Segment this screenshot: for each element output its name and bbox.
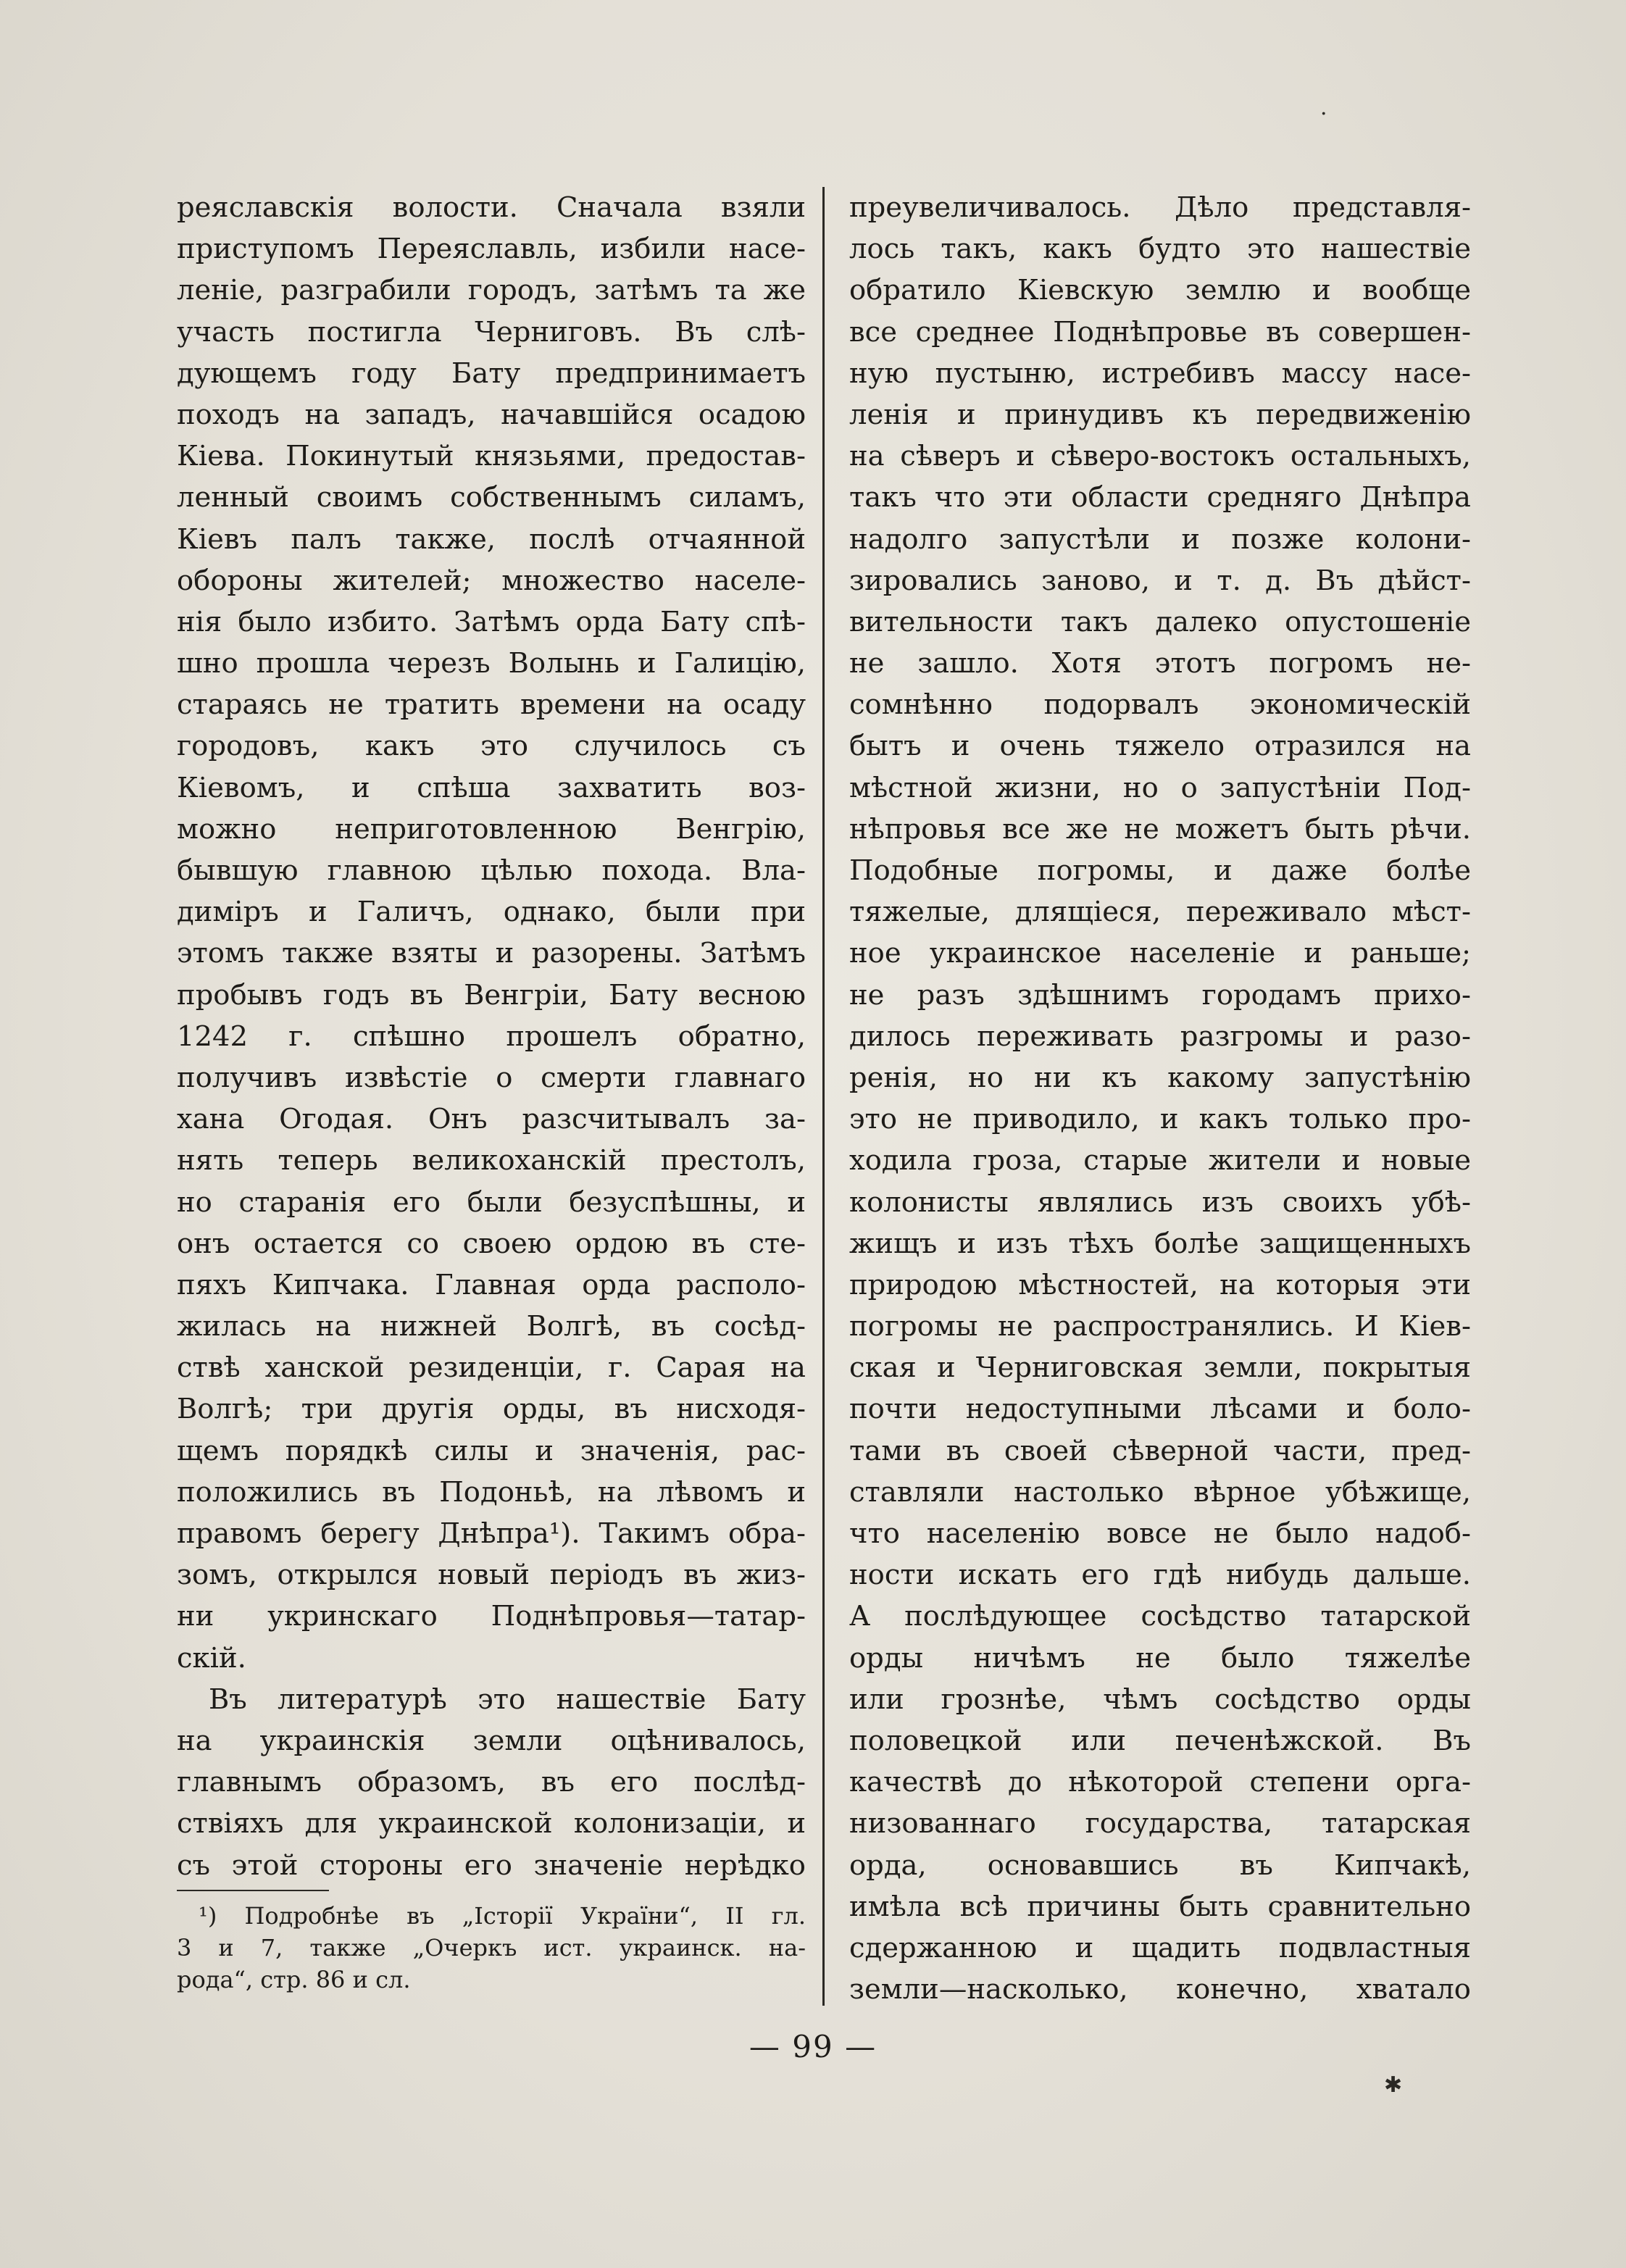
text-line: Кіева. Покинутый князьями, предостав- (177, 440, 806, 473)
text-line: онъ остается со своею ордою въ сте- (177, 1227, 806, 1260)
text-line: бытъ и очень тяжело отразился на (849, 730, 1471, 763)
text-line: нѣпровья все же не можетъ быть рѣчи. (849, 812, 1471, 846)
text-line: щемъ порядкѣ силы и значенія, рас- (177, 1434, 806, 1467)
text-line: зировались заново, и т. д. Въ дѣйст- (849, 564, 1471, 597)
text-line: жилась на нижней Волгѣ, въ сосѣд- (177, 1310, 806, 1343)
footnote-line: рода“, стр. 86 и сл. (177, 1966, 411, 1993)
text-line: леніе, разграбили городъ, затѣмъ та же (177, 274, 806, 307)
text-line: диміръ и Галичъ, однако, были при (177, 896, 806, 929)
text-line: вительности такъ далеко опустошеніе (849, 605, 1471, 638)
right-column (849, 187, 1471, 2010)
text-line: сдержанною и щадить подвластныя (849, 1931, 1471, 1964)
text-line: Кіевомъ, и спѣша захватить воз- (177, 771, 806, 804)
text-line: шно прошла черезъ Волынь и Галицію, (177, 647, 806, 680)
text-line: земли—насколько, конечно, хватало (849, 1973, 1471, 2006)
text-line: главнымъ образомъ, въ его послѣд- (177, 1766, 806, 1799)
text-line: этомъ также взяты и разорены. Затѣмъ (177, 937, 806, 970)
text-line: надолго запустѣли и позже колони- (849, 522, 1471, 556)
text-line: половецкой или печенѣжской. Въ (849, 1724, 1471, 1757)
text-line: съ этой стороны его значеніе нерѣдко (177, 1848, 806, 1882)
text-line: правомъ берегу Днѣпра¹). Такимъ обра- (177, 1517, 806, 1550)
left-column (177, 187, 806, 1886)
text-line: ленія и принудивъ къ передвиженію (849, 398, 1471, 431)
text-line: такъ что эти области средняго Днѣпра (849, 481, 1471, 514)
footnote-line: ¹) Подробнѣе въ „Історії України“, II гл. (199, 1902, 806, 1930)
text-line: сомнѣнно подорвалъ экономическій (849, 688, 1471, 722)
text-line: Кіевъ палъ также, послѣ отчаянной (177, 522, 806, 556)
text-line: походъ на западъ, начавшійся осадою (177, 398, 806, 431)
text-line: ренія, но ни къ какому запустѣнію (849, 1061, 1471, 1094)
text-line: не зашло. Хотя этотъ погромъ не- (849, 647, 1471, 680)
text-line: Въ литературѣ это нашествіе Бату (209, 1683, 806, 1716)
text-line: нія было избито. Затѣмъ орда Бату спѣ- (177, 605, 806, 638)
text-line: положились въ Подоньѣ, на лѣвомъ и (177, 1475, 806, 1509)
text-line: обратило Кіевскую землю и вообще (849, 274, 1471, 307)
text-line: почти недоступными лѣсами и боло- (849, 1393, 1471, 1426)
text-line: лось такъ, какъ будто это нашествіе (849, 233, 1471, 266)
text-line: ную пустыню, истребивъ массу насе- (849, 357, 1471, 390)
text-line: получивъ извѣстіе о смерти главнаго (177, 1061, 806, 1094)
text-line: качествѣ до нѣкоторой степени орга- (849, 1766, 1471, 1799)
text-line: ставляли настолько вѣрное убѣжище, (849, 1475, 1471, 1509)
text-line: ская и Черниговская земли, покрытыя (849, 1351, 1471, 1385)
text-line: не разъ здѣшнимъ городамъ прихо- (849, 978, 1471, 1012)
text-line: колонисты являлись изъ своихъ убѣ- (849, 1185, 1471, 1219)
text-line: но старанія его были безуспѣшны, и (177, 1185, 806, 1219)
text-line: скій. (177, 1641, 246, 1675)
text-line: тами въ своей сѣверной части, пред- (849, 1434, 1471, 1467)
page-number: — 99 — (749, 2029, 877, 2064)
text-line: можно неприготовленною Венгрію, (177, 812, 806, 846)
text-line: на сѣверъ и сѣверо-востокъ остальныхъ, (849, 440, 1471, 473)
text-line: ное украинское населеніе и раньше; (849, 937, 1471, 970)
text-line: что населенію вовсе не было надоб- (849, 1517, 1471, 1550)
text-line: ствѣ ханской резиденціи, г. Сарая на (177, 1351, 806, 1385)
text-line: тяжелые, длящіеся, переживало мѣст- (849, 896, 1471, 929)
text-line: участь постигла Черниговъ. Въ слѣ- (177, 315, 806, 349)
text-line: бывшую главною цѣлью похода. Вла- (177, 854, 806, 887)
text-line: хана Огодая. Онъ разсчитывалъ за- (177, 1103, 806, 1136)
column-divider (822, 187, 825, 2006)
text-line: приступомъ Переяславль, избили насе- (177, 233, 806, 266)
text-line: реяславскія волости. Сначала взяли (177, 191, 806, 224)
text-line: орда, основавшись въ Кипчакѣ, (849, 1848, 1471, 1882)
text-line: ходила гроза, старые жители и новые (849, 1144, 1471, 1177)
text-line: преувеличивалось. Дѣло представля- (849, 191, 1471, 224)
text-line: или грознѣе, чѣмъ сосѣдство орды (849, 1683, 1471, 1716)
text-line: имѣла всѣ причины быть сравнительно (849, 1890, 1471, 1923)
text-line: дилось переживать разгромы и разо- (849, 1020, 1471, 1053)
text-line: зомъ, открылся новый періодъ въ жиз- (177, 1559, 806, 1592)
text-line: природою мѣстностей, на которыя эти (849, 1268, 1471, 1301)
text-line: ствіяхъ для украинской колонизаціи, и (177, 1807, 806, 1840)
text-line: обороны жителей; множество населе- (177, 564, 806, 597)
text-line: 1242 г. спѣшно прошелъ обратно, (177, 1020, 806, 1053)
text-line: городовъ, какъ это случилось съ (177, 730, 806, 763)
text-line: погромы не распространялись. И Кіев- (849, 1310, 1471, 1343)
text-line: на украинскія земли оцѣнивалось, (177, 1724, 806, 1757)
text-line: все среднее Поднѣпровье въ совершен- (849, 315, 1471, 349)
text-line: пяхъ Кипчака. Главная орда располо- (177, 1268, 806, 1301)
footnotes (177, 1900, 806, 1996)
speck-mark: · (1320, 101, 1327, 127)
text-line: пробывъ годъ въ Венгріи, Бату весною (177, 978, 806, 1012)
text-line: орды ничѣмъ не было тяжелѣе (849, 1641, 1471, 1675)
ink-blot-mark: ✱ (1384, 2072, 1403, 2098)
text-line: ленный своимъ собственнымъ силамъ, (177, 481, 806, 514)
text-line: дующемъ году Бату предпринимаетъ (177, 357, 806, 390)
text-line: стараясь не тратить времени на осаду (177, 688, 806, 722)
text-line: ности искать его гдѣ нибудь дальше. (849, 1559, 1471, 1592)
text-line: мѣстной жизни, но о запустѣніи Под- (849, 771, 1471, 804)
footnote-rule (177, 1890, 329, 1891)
text-line: жищъ и изъ тѣхъ болѣе защищенныхъ (849, 1227, 1471, 1260)
text-line: это не приводило, и какъ только про- (849, 1103, 1471, 1136)
text-line: Волгѣ; три другія орды, въ нисходя- (177, 1393, 806, 1426)
text-line: нять теперь великоханскій престолъ, (177, 1144, 806, 1177)
footnote-line: 3 и 7, также „Очеркъ ист. украинск. на- (177, 1934, 806, 1961)
text-line: Подобные погромы, и даже болѣе (849, 854, 1471, 887)
text-line: А послѣдующее сосѣдство татарской (849, 1600, 1471, 1633)
text-line: низованнаго государства, татарская (849, 1807, 1471, 1840)
text-line: ни укринскаго Поднѣпровья—татар- (177, 1600, 806, 1633)
